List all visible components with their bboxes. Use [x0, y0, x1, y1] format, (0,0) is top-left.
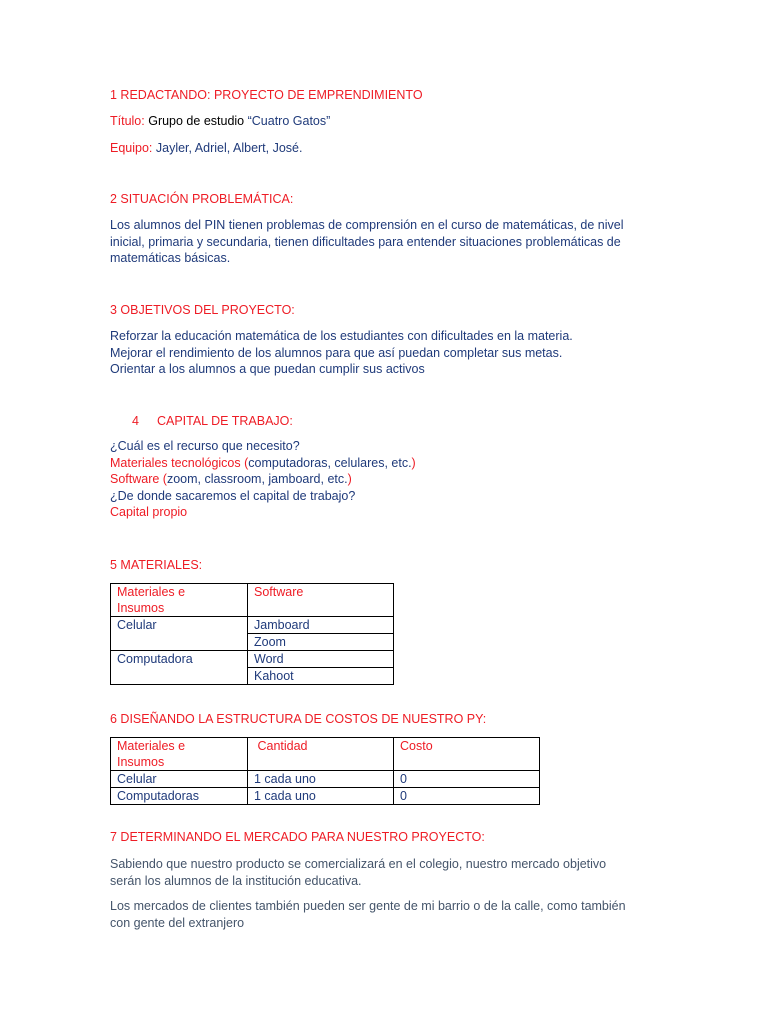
software-label: Software ( [110, 472, 167, 486]
table-cell: Kahoot [248, 668, 394, 685]
title-value: Grupo de estudio [144, 114, 248, 128]
team-line [110, 140, 302, 157]
capital-source-answer: Capital propio [110, 505, 188, 519]
header-cell: Cantidad [248, 738, 394, 771]
objective-item: Orientar a los alumnos a que puedan cumplir sus activos [110, 362, 425, 376]
section7-heading: 7 DETERMINANDO EL MERCADO PARA NUESTRO PROYECTO: [110, 830, 485, 844]
paragraph-line: matemáticas básicas. [110, 251, 231, 265]
table-cell: Word [248, 651, 394, 668]
materials-line [110, 455, 416, 472]
objectives-list [110, 328, 573, 378]
software-line [110, 471, 416, 488]
table-cell: Celular [111, 617, 248, 651]
table-cell: 1 cada uno [248, 771, 394, 788]
table-cell: 0 [394, 788, 540, 805]
team-value: Jayler, Adriel, Albert, José. [152, 141, 303, 155]
section5-heading: 5 MATERIALES: [110, 558, 203, 572]
section2-heading: 2 SITUACIÓN PROBLEMÁTICA: [110, 192, 294, 206]
header-cell: Materiales e Insumos [111, 584, 248, 617]
table-row [111, 651, 394, 668]
objective-item: Mejorar el rendimiento de los alumnos para que así puedan completar sus metas. [110, 345, 563, 360]
table-row [111, 788, 540, 805]
capital-block [110, 438, 416, 521]
materials-value: computadoras, celulares, etc. [248, 455, 412, 470]
table-cell: 1 cada uno [248, 788, 394, 805]
paragraph-line: con gente del extranjero [110, 915, 245, 930]
table-cell: Celular [111, 771, 248, 788]
table-cell: 0 [394, 771, 540, 788]
capital-question: ¿Cuál es el recurso que necesito? [110, 439, 300, 453]
table-row [111, 617, 394, 634]
paragraph-line: Sabiendo que nuestro producto se comercializará en el colegio, nuestro mercado objetivo [110, 857, 607, 871]
table-header-row [111, 584, 394, 617]
section1-heading: 1 REDACTANDO: PROYECTO DE EMPRENDIMIENTO [110, 88, 423, 102]
title-label: Título: [110, 114, 145, 128]
table-cell: Zoom [248, 634, 394, 651]
table-cell: Computadoras [111, 788, 248, 805]
materials-table [110, 583, 394, 685]
paragraph-line: inicial, primaria y secundaria, tienen dificultades para entender situaciones problemáticas de [110, 234, 621, 249]
header-cell: Software [248, 584, 394, 617]
table-cell: Computadora [111, 651, 248, 685]
objective-item: Reforzar la educación matemática de los estudiantes con dificultades en la materia. [110, 329, 573, 343]
header-cell: Costo [394, 738, 540, 771]
paragraph-line: serán los alumnos de la institución educativa. [110, 873, 362, 888]
software-close: ) [347, 472, 352, 486]
paragraph-line: Los alumnos del PIN tienen problemas de comprensión en el curso de matemáticas, de nivel [110, 218, 624, 232]
table-cell: Jamboard [248, 617, 394, 634]
section4-number: 4 [132, 414, 139, 428]
section4-heading [132, 413, 293, 430]
paragraph-line: Los mercados de clientes también pueden ser gente de mi barrio o de la calle, como también [110, 899, 626, 913]
costs-table [110, 737, 540, 805]
market-paragraph-1 [110, 856, 606, 889]
header-cell: Materiales e Insumos [111, 738, 248, 771]
software-value: zoom, classroom, jamboard, etc. [166, 472, 348, 486]
section3-heading: 3 OBJETIVOS DEL PROYECTO: [110, 303, 295, 317]
materials-close: ) [411, 455, 416, 470]
title-name: “Cuatro Gatos” [247, 114, 331, 128]
section2-paragraph [110, 217, 623, 267]
market-paragraph-2 [110, 898, 626, 931]
table-header-row [111, 738, 540, 771]
materials-label: Materiales tecnológicos ( [110, 455, 249, 470]
table-row [111, 771, 540, 788]
section6-heading: 6 DISEÑANDO LA ESTRUCTURA DE COSTOS DE NUESTRO PY: [110, 712, 487, 726]
title-line [110, 113, 330, 130]
team-label: Equipo: [110, 141, 153, 155]
capital-source-question: ¿De donde sacaremos el capital de trabajo? [110, 488, 356, 503]
section4-title: CAPITAL DE TRABAJO: [156, 414, 293, 428]
